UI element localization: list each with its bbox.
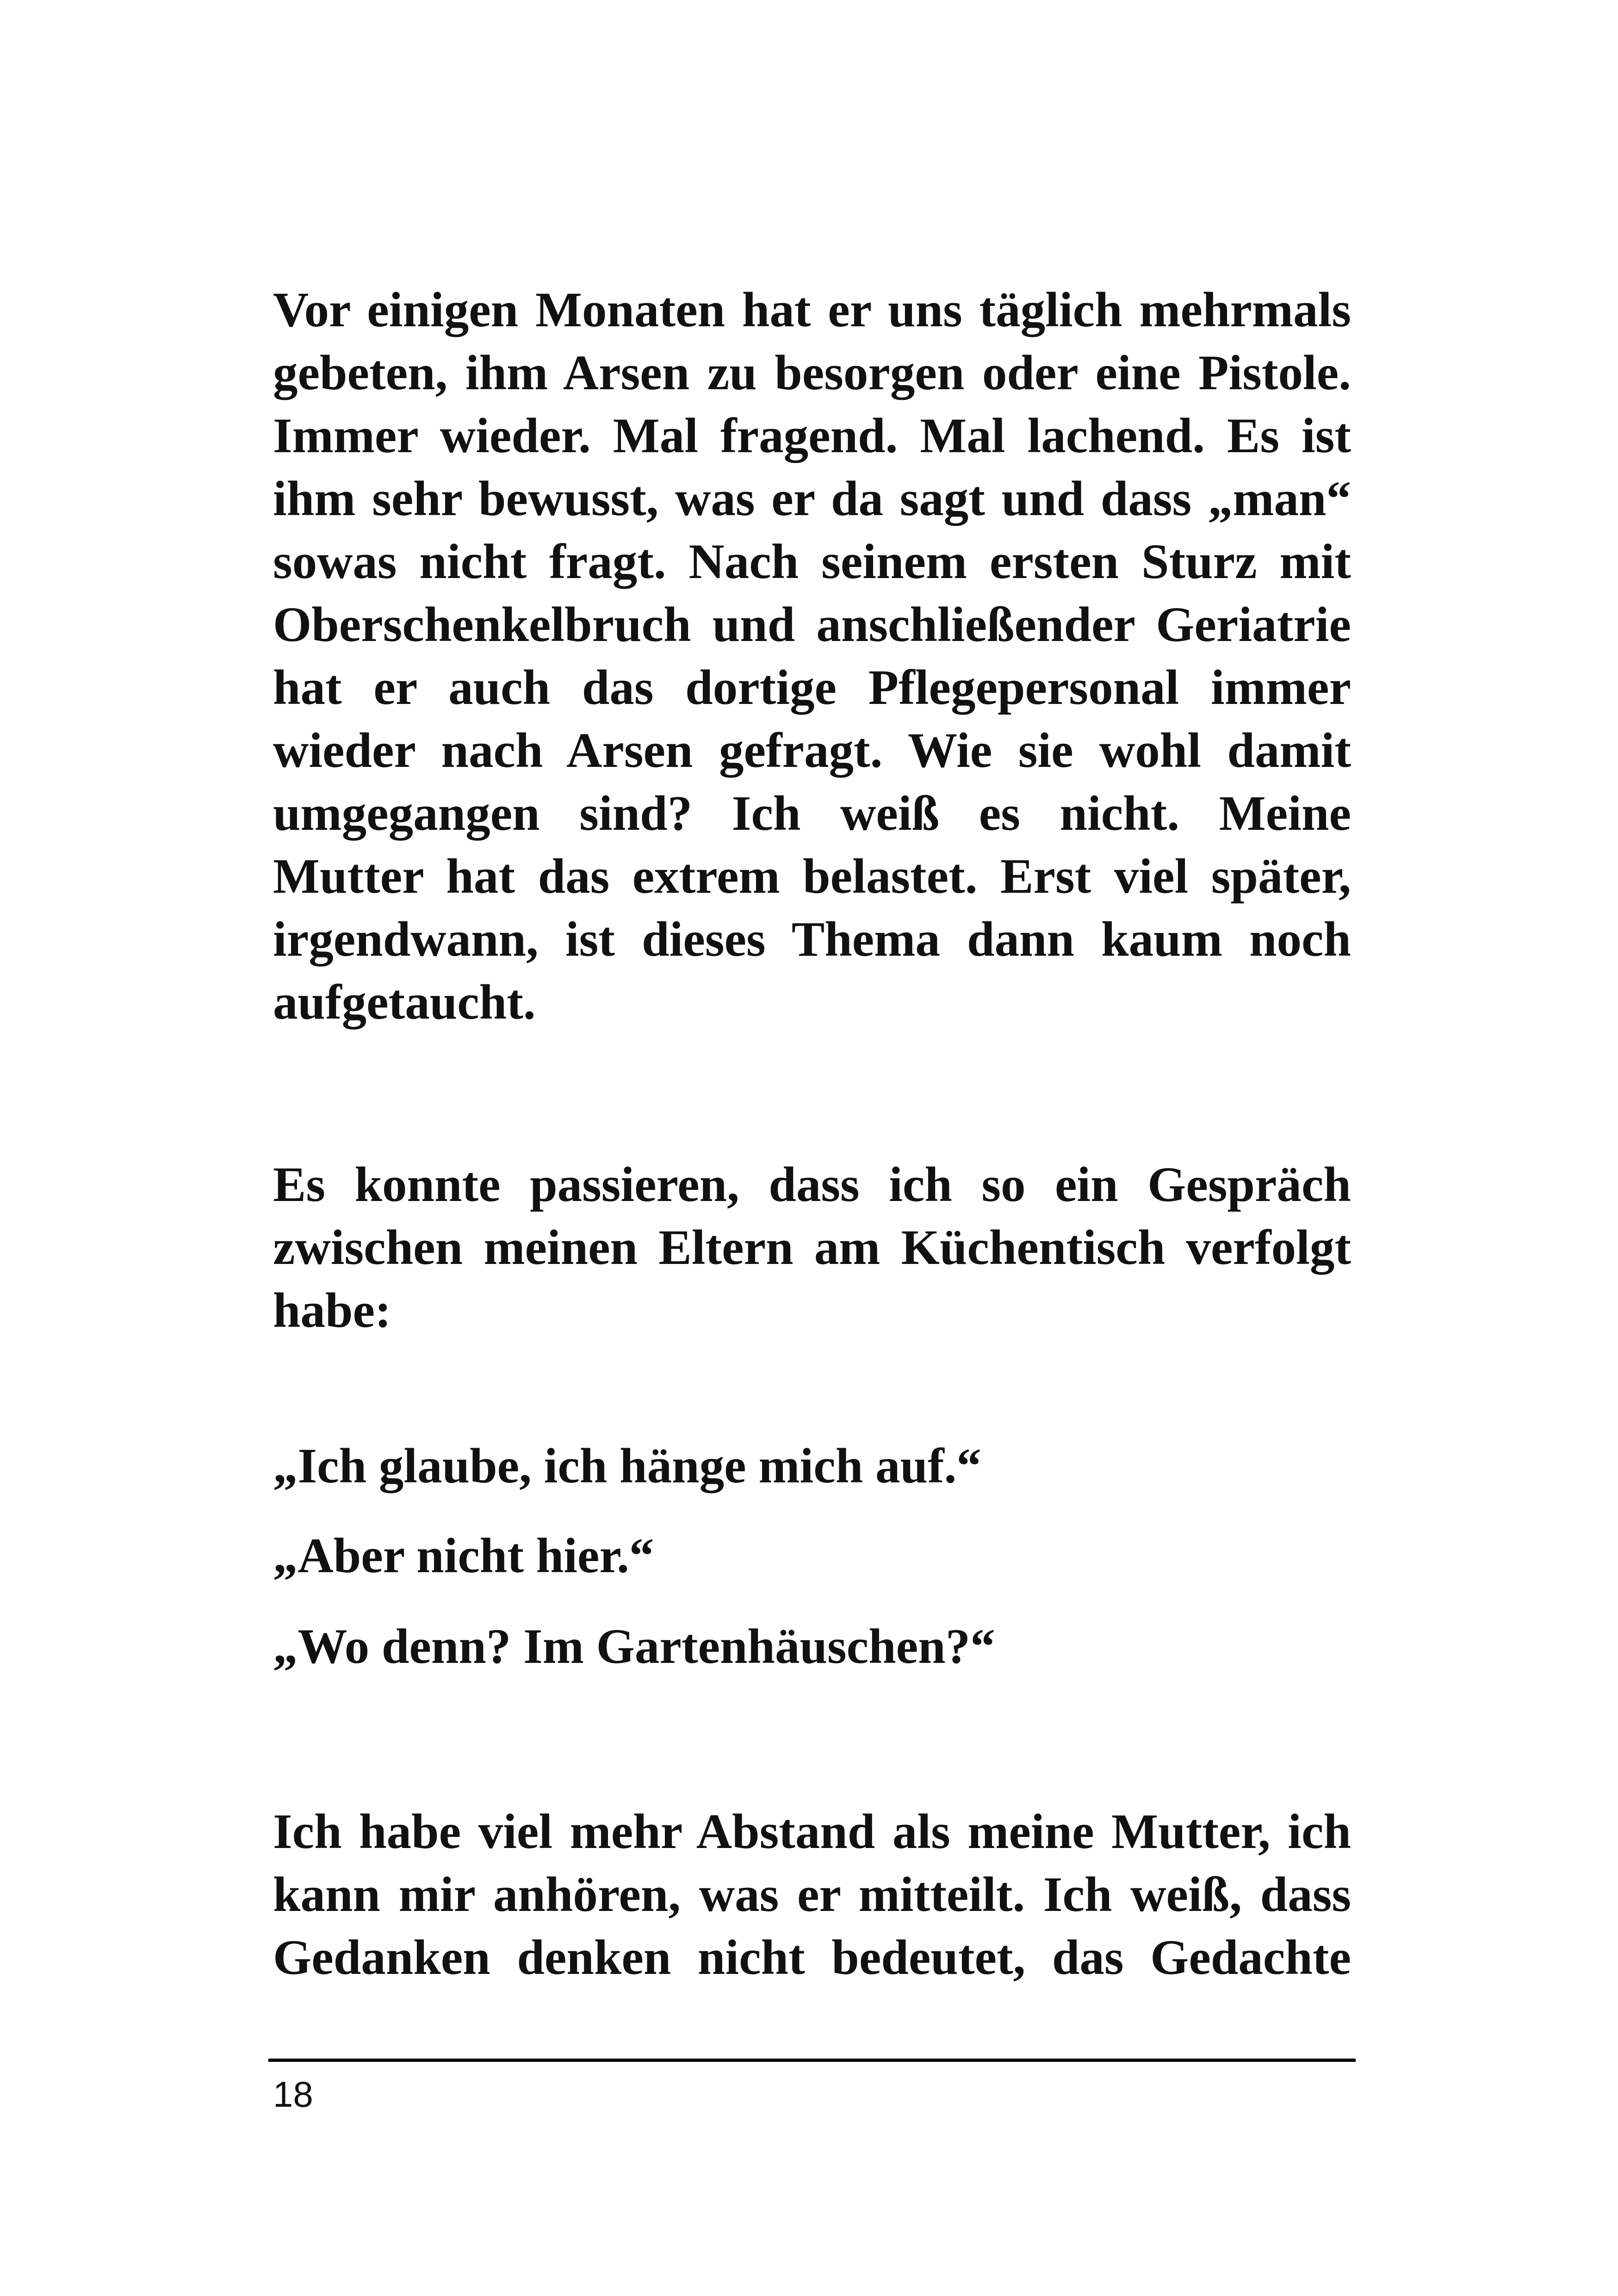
paragraph-2-block — [273, 1153, 1351, 1342]
dialogue-line-2: „Aber nicht hier.“ — [273, 1529, 654, 1583]
footer-divider — [268, 2059, 1356, 2062]
paragraph-1-block — [273, 279, 1351, 1034]
page-number: 18 — [273, 2074, 313, 2115]
paragraph-2: Es konnte passieren, dass ich so ein Gespräch zwischen meinen Eltern am Küchentisch verfolgt habe: — [273, 1157, 1351, 1338]
paragraph-3-block — [273, 1800, 1351, 1989]
paragraph-3: Ich habe viel mehr Abstand als meine Mutter, ich kann mir anhören, was er mitteilt. Ich weiß, dass Gedanken denken nicht bedeutet, das Gedachte — [273, 1804, 1351, 1985]
dialogue-line-1: „Ich glaube, ich hänge mich auf.“ — [273, 1439, 981, 1493]
dialogue-line-3: „Wo denn? Im Gartenhäuschen?“ — [273, 1619, 995, 1674]
paragraph-1: Vor einigen Monaten hat er uns täglich mehrmals gebeten, ihm Arsen zu besorgen oder eine Pistole. Immer wieder. Mal fragend. Mal lachend. Es ist ihm sehr bewusst, was er da sagt und dass „man“ sowas nicht fragt. Nach seinem ersten Sturz mit Oberschenkelbruch und anschließender Geriatrie hat er auch das dortige Pflegepersonal immer wieder nach Arsen gefragt. Wie sie wohl damit umgegangen sind? Ich weiß es nicht. Meine Mutter hat das extrem belastet. Erst viel später, irgendwann, ist dieses Thema dann kaum noch aufgetaucht. — [273, 283, 1351, 1030]
